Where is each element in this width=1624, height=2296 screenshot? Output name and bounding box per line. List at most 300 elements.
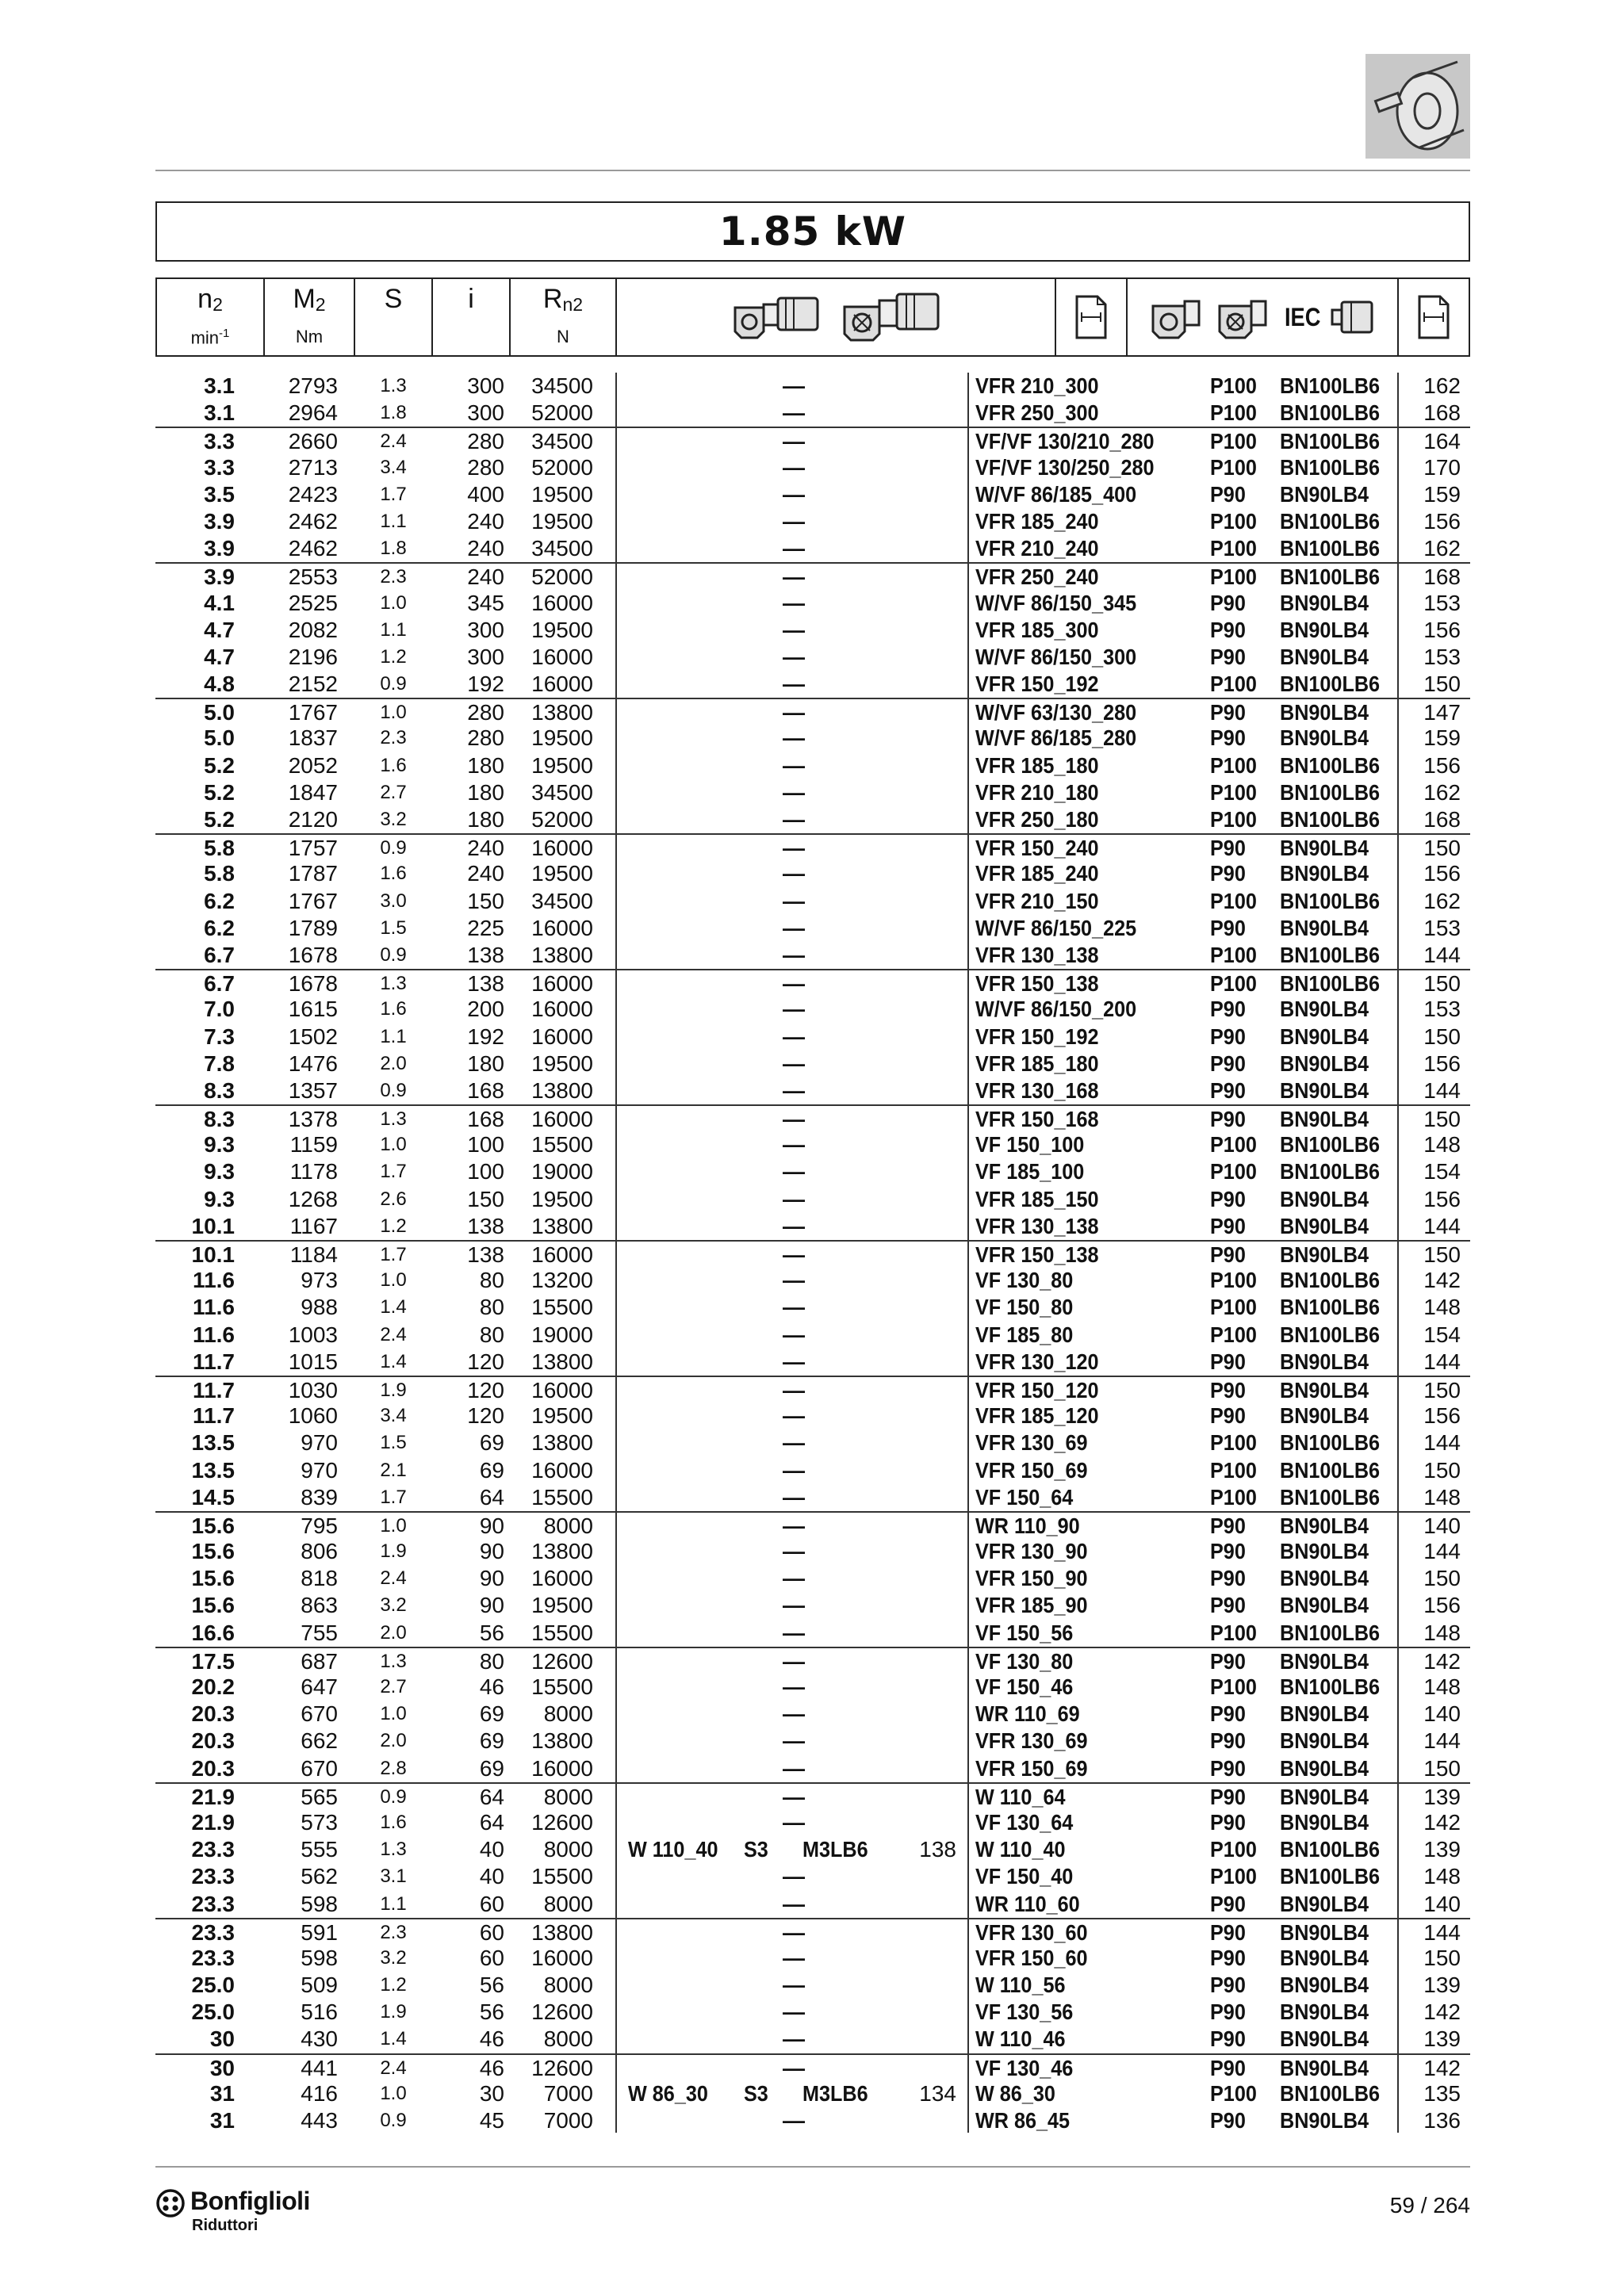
iec-page-cell: 135	[1423, 2080, 1461, 2106]
iec-motor-cell: BN90LB4	[1280, 1403, 1369, 1429]
m2-cell: 573	[301, 1809, 338, 1835]
iec-flange-cell: P100	[1210, 2080, 1257, 2106]
iec-size-cell: VFR 150_138	[975, 1242, 1099, 1267]
n2-cell: 5.0	[204, 700, 235, 725]
worm-na-cell: —	[783, 1132, 805, 1158]
iec-page-cell: 162	[1423, 779, 1461, 805]
iec-page-cell: 150	[1423, 1945, 1461, 1970]
iec-size-cell: VF 130_80	[975, 1268, 1074, 1293]
iec-flange-cell: P100	[1210, 1484, 1257, 1510]
iec-page-cell: 150	[1423, 1242, 1461, 1267]
s-cell: 3.2	[380, 1594, 407, 1617]
iec-motor-cell: BN100LB6	[1280, 1674, 1381, 1699]
s-cell: 1.6	[380, 1811, 407, 1833]
ratio-cell: 69	[479, 1755, 504, 1781]
iec-flange-cell: P100	[1210, 373, 1257, 398]
iec-flange-cell: P90	[1210, 617, 1246, 642]
iec-motor-cell: BN90LB4	[1280, 1242, 1369, 1267]
ratio-cell: 56	[479, 1999, 504, 2025]
worm-gearmotor-icon	[729, 293, 824, 341]
iec-size-cell: VFR 185_180	[975, 752, 1099, 778]
iec-size-cell: VF 150_56	[975, 1620, 1074, 1645]
iec-page-cell: 139	[1423, 2026, 1461, 2052]
worm-na-cell: —	[783, 1755, 805, 1781]
iec-size-cell: VFR 185_90	[975, 1593, 1088, 1618]
worm-size-cell: W 110_40	[628, 1837, 718, 1862]
iec-page-cell: 148	[1423, 1295, 1461, 1320]
s-cell: 1.9	[380, 1379, 407, 1401]
s-cell: 1.3	[380, 1839, 407, 1861]
iec-flange-cell: P100	[1210, 971, 1257, 997]
rn2-cell: 13800	[531, 1539, 593, 1564]
iec-page-cell: 142	[1423, 2055, 1461, 2080]
table-row	[155, 996, 1470, 1023]
iec-size-cell: VFR 130_60	[975, 1919, 1088, 1945]
iec-size-cell: VF 130_80	[975, 1648, 1074, 1674]
table-row	[155, 1538, 1470, 1565]
n2-cell: 9.3	[204, 1132, 235, 1158]
worm-na-cell: —	[783, 1513, 805, 1538]
n2-cell: 5.0	[204, 725, 235, 751]
ratio-cell: 80	[479, 1295, 504, 1320]
iec-page-cell: 144	[1423, 1213, 1461, 1238]
rn2-cell: 12600	[531, 2055, 593, 2080]
iec-motor-cell: BN90LB4	[1280, 1024, 1369, 1049]
worm-na-cell: —	[783, 1674, 805, 1699]
iec-flange-cell: P100	[1210, 672, 1257, 697]
table-row	[155, 2080, 1470, 2107]
s-cell: 3.2	[380, 1946, 407, 1969]
worm-na-cell: —	[783, 1213, 805, 1238]
iec-page-cell: 144	[1423, 942, 1461, 967]
m2-cell: 1159	[289, 1132, 338, 1158]
table-row	[155, 400, 1470, 427]
n2-cell: 17.5	[191, 1648, 235, 1674]
m2-cell: 2196	[288, 644, 338, 669]
n2-cell: 4.8	[204, 672, 235, 697]
s-cell: 2.8	[380, 1757, 407, 1779]
n2-cell: 11.6	[193, 1268, 235, 1293]
s-cell: 1.3	[380, 1108, 407, 1131]
s-cell: 1.1	[380, 1892, 407, 1915]
s-cell: 2.3	[380, 1921, 407, 1943]
table-row	[155, 942, 1470, 969]
rn2-cell: 19500	[531, 481, 593, 507]
iec-flange-cell: P100	[1210, 1837, 1257, 1862]
s-cell: 1.7	[380, 1486, 407, 1508]
iec-motor-icon	[1329, 297, 1377, 337]
iec-flange-cell: P90	[1210, 2026, 1246, 2052]
s-cell: 1.8	[380, 402, 407, 424]
s-cell: 1.9	[380, 1540, 407, 1563]
iec-motor-cell: BN90LB4	[1280, 997, 1369, 1022]
iec-flange-cell: P90	[1210, 2108, 1246, 2133]
table-row	[155, 1701, 1470, 1728]
iec-page-cell: 148	[1423, 1620, 1461, 1645]
s-cell: 0.9	[380, 943, 407, 966]
table-row	[155, 1376, 1470, 1402]
iec-page-cell: 136	[1423, 2108, 1461, 2133]
ratio-cell: 120	[467, 1349, 504, 1374]
n2-cell: 11.6	[193, 1295, 235, 1320]
iec-flange-cell: P90	[1210, 1349, 1246, 1374]
rn2-cell: 16000	[531, 590, 593, 615]
header-m2: $M_2$ Nm	[265, 279, 355, 355]
s-cell: 3.4	[380, 1405, 407, 1427]
s-cell: 1.4	[380, 1350, 407, 1372]
bonfiglioli-logo-icon	[155, 2188, 186, 2218]
worm-na-cell: —	[783, 1268, 805, 1293]
iec-page-cell: 170	[1423, 454, 1461, 480]
iec-size-cell: VFR 130_69	[975, 1430, 1088, 1456]
worm-na-cell: —	[783, 454, 805, 480]
worm-na-cell: —	[783, 752, 805, 778]
rn2-cell: 13800	[531, 1349, 593, 1374]
ratio-cell: 300	[467, 617, 504, 642]
iec-motor-cell: BN90LB4	[1280, 1728, 1369, 1754]
table-row	[155, 806, 1470, 833]
iec-motor-cell: BN90LB4	[1280, 1539, 1369, 1564]
n2-cell: 11.7	[193, 1403, 235, 1429]
s-cell: 1.2	[380, 1215, 407, 1237]
s-cell: 1.9	[380, 2001, 407, 2023]
iec-flange-cell: P90	[1210, 836, 1246, 861]
n2-cell: 11.7	[193, 1377, 235, 1402]
ratio-cell: 180	[467, 752, 504, 778]
iec-page-cell: 140	[1423, 1701, 1461, 1727]
table-row	[155, 833, 1470, 860]
header-rn2: $R_{n2}$ N	[511, 279, 617, 355]
n2-cell: 13.5	[191, 1430, 235, 1456]
worm-na-cell: —	[783, 915, 805, 940]
table-row	[155, 1158, 1470, 1185]
s-cell: 1.0	[380, 1514, 407, 1536]
n2-cell: 5.8	[204, 836, 235, 861]
ratio-cell: 345	[467, 590, 504, 615]
rn2-cell: 16000	[531, 672, 593, 697]
n2-cell: 4.7	[204, 644, 235, 669]
m2-cell: 1757	[288, 836, 338, 861]
m2-cell: 662	[301, 1728, 338, 1754]
ratio-cell: 280	[467, 429, 504, 454]
iec-size-cell: VF 185_100	[975, 1159, 1085, 1184]
s-cell: 1.4	[380, 1296, 407, 1318]
table-row	[155, 1131, 1470, 1158]
table-header	[155, 277, 1470, 357]
s-cell: 2.6	[380, 1188, 407, 1210]
s-cell: 0.9	[380, 2110, 407, 2131]
iec-motor-cell: BN90LB4	[1280, 1648, 1369, 1674]
n2-cell: 9.3	[204, 1186, 235, 1211]
m2-unit: Nm	[295, 327, 324, 346]
ratio-cell: 60	[479, 1919, 504, 1945]
worm-na-cell: —	[783, 1809, 805, 1835]
iec-label: IEC	[1285, 302, 1321, 331]
rn2-cell: 16000	[531, 1755, 593, 1781]
rn2-cell: 16000	[531, 836, 593, 861]
iec-page-cell: 142	[1423, 1999, 1461, 2025]
s-cell: 3.4	[380, 456, 407, 478]
iec-page-cell: 142	[1423, 1809, 1461, 1835]
iec-size-cell: WR 86_45	[975, 2108, 1071, 2133]
worm-na-cell: —	[783, 1159, 805, 1184]
worm-na-cell: —	[783, 644, 805, 669]
n2-cell: 5.8	[204, 861, 235, 886]
table-row	[155, 562, 1470, 589]
rn2-cell: 12600	[531, 1809, 593, 1835]
rn2-cell: 52000	[531, 400, 593, 426]
m2-cell: 1767	[288, 888, 338, 913]
table-row	[155, 1429, 1470, 1456]
s-cell: 1.1	[380, 510, 407, 532]
header-rule	[155, 170, 1470, 171]
iec-page-cell: 168	[1423, 400, 1461, 426]
iec-motor-cell: BN100LB6	[1280, 508, 1381, 534]
ratio-cell: 90	[479, 1539, 504, 1564]
worm-na-cell: —	[783, 1784, 805, 1809]
iec-flange-cell: P90	[1210, 1213, 1246, 1238]
rn2-cell: 19500	[531, 617, 593, 642]
worm-na-cell: —	[783, 1077, 805, 1103]
iec-size-cell: VFR 150_192	[975, 1024, 1099, 1049]
n2-cell: 31	[209, 2080, 235, 2106]
header-worm-gearmotor	[617, 279, 1056, 355]
rn2-cell: 8000	[543, 2026, 593, 2052]
n2-cell: 3.3	[204, 454, 235, 480]
m2-cell: 2462	[288, 508, 338, 534]
n2-cell: 3.9	[204, 536, 235, 561]
s-cell: 3.1	[380, 1866, 407, 1888]
s-cell: 0.9	[380, 1785, 407, 1808]
ratio-cell: 138	[467, 942, 504, 967]
worm-na-cell: —	[783, 1864, 805, 1889]
iec-page-cell: 142	[1423, 1268, 1461, 1293]
iec-page-cell: 156	[1423, 508, 1461, 534]
m2-cell: 1178	[289, 1159, 338, 1184]
n2-cell: 20.2	[191, 1674, 235, 1699]
ratio-cell: 240	[467, 836, 504, 861]
iec-flange-cell: P100	[1210, 429, 1257, 454]
iec-motor-cell: BN90LB4	[1280, 1919, 1369, 1945]
s-cell: 1.5	[380, 1432, 407, 1454]
rn2-cell: 19500	[531, 861, 593, 886]
ratio-cell: 150	[467, 1186, 504, 1211]
iec-motor-cell: BN90LB4	[1280, 1701, 1369, 1727]
worm-na-cell: —	[783, 700, 805, 725]
table-row	[155, 1728, 1470, 1755]
iec-size-cell: VFR 130_138	[975, 1213, 1099, 1238]
iec-motor-cell: BN100LB6	[1280, 1268, 1381, 1293]
iec-page-cell: 162	[1423, 373, 1461, 398]
m2-cell: 2964	[288, 400, 338, 426]
ratio-cell: 56	[479, 1620, 504, 1645]
rn2-cell: 19500	[531, 1593, 593, 1618]
iec-size-cell: VFR 130_120	[975, 1349, 1099, 1374]
ratio-cell: 69	[479, 1457, 504, 1483]
n2-cell: 6.2	[204, 915, 235, 940]
worm-na-cell: —	[783, 1945, 805, 1970]
m2-cell: 839	[301, 1484, 338, 1510]
iec-flange-cell: P100	[1210, 1864, 1257, 1889]
s-cell: 1.3	[380, 973, 407, 995]
iec-flange-cell: P90	[1210, 997, 1246, 1022]
m2-cell: 1847	[288, 779, 338, 805]
ratio-cell: 69	[479, 1728, 504, 1754]
n2-cell: 23.3	[191, 1891, 235, 1916]
worm-na-cell: —	[783, 1050, 805, 1076]
worm-na-cell: —	[783, 481, 805, 507]
m2-cell: 555	[301, 1837, 338, 1862]
iec-motor-cell: BN100LB6	[1280, 971, 1381, 997]
iec-page-cell: 159	[1423, 725, 1461, 751]
ratio-cell: 60	[479, 1891, 504, 1916]
table-row	[155, 427, 1470, 453]
iec-page-cell: 147	[1423, 700, 1461, 725]
worm-na-cell: —	[783, 1999, 805, 2025]
n2-cell: 4.7	[204, 617, 235, 642]
iec-page-cell: 150	[1423, 672, 1461, 697]
iec-size-cell: VFR 150_138	[975, 971, 1099, 997]
iec-flange-cell: P90	[1210, 1186, 1246, 1211]
iec-size-cell: VF 150_46	[975, 1674, 1074, 1699]
iec-page-cell: 153	[1423, 590, 1461, 615]
iec-flange-cell: P90	[1210, 861, 1246, 886]
iec-flange-cell: P100	[1210, 400, 1257, 426]
ratio-cell: 300	[467, 644, 504, 669]
worm-na-cell: —	[783, 1107, 805, 1132]
table-row	[155, 1863, 1470, 1890]
iec-motor-cell: BN90LB4	[1280, 1077, 1369, 1103]
ratio-cell: 300	[467, 400, 504, 426]
iec-motor-cell: BN100LB6	[1280, 1457, 1381, 1483]
iec-page-cell: 144	[1423, 1077, 1461, 1103]
table-row	[155, 915, 1470, 942]
worm-na-cell: —	[783, 2026, 805, 2052]
iec-motor-cell: BN90LB4	[1280, 644, 1369, 669]
iec-motor-cell: BN100LB6	[1280, 564, 1381, 590]
s-cell: 0.9	[380, 837, 407, 859]
iec-flange-cell: P90	[1210, 1945, 1246, 1970]
iec-page-cell: 150	[1423, 1755, 1461, 1781]
iec-motor-cell: BN100LB6	[1280, 942, 1381, 967]
rn2-cell: 52000	[531, 454, 593, 480]
worm-na-cell: —	[783, 2055, 805, 2080]
rn2-cell: 19000	[531, 1159, 593, 1184]
header-iec-gearmotor	[1128, 279, 1399, 355]
rn2-cell: 52000	[531, 564, 593, 590]
power-title-box	[155, 201, 1470, 262]
iec-page-cell: 156	[1423, 752, 1461, 778]
iec-flange-cell: P100	[1210, 888, 1257, 913]
s-cell: 3.2	[380, 809, 407, 830]
m2-cell: 1615	[288, 997, 338, 1022]
rn2-cell: 8000	[543, 1837, 593, 1862]
header-s	[355, 279, 433, 355]
m2-cell: 670	[301, 1755, 338, 1781]
iec-motor-cell: BN90LB4	[1280, 590, 1369, 615]
rn2-cell: 13800	[531, 1728, 593, 1754]
s-cell: 2.3	[380, 566, 407, 588]
table-row	[155, 1972, 1470, 1999]
iec-page-cell: 156	[1423, 617, 1461, 642]
table-row	[155, 752, 1470, 779]
m2-cell: 863	[301, 1593, 338, 1618]
n2-cell: 3.9	[204, 564, 235, 590]
rn2-cell: 15500	[531, 1674, 593, 1699]
s-cell: 1.6	[380, 754, 407, 776]
ratio-cell: 180	[467, 807, 504, 832]
header-i	[433, 279, 511, 355]
iec-flange-cell: P90	[1210, 2055, 1246, 2080]
ratio-cell: 200	[467, 997, 504, 1022]
ratio-cell: 240	[467, 564, 504, 590]
n2-cell: 3.3	[204, 429, 235, 454]
iec-flange-cell: P90	[1210, 1999, 1246, 2025]
m2-cell: 1357	[288, 1077, 338, 1103]
iec-flange-cell: P90	[1210, 1919, 1246, 1945]
iec-page-cell: 150	[1423, 1024, 1461, 1049]
n2-cell: 13.5	[191, 1457, 235, 1483]
iec-size-cell: VFR 150_168	[975, 1107, 1099, 1132]
m2-cell: 795	[301, 1513, 338, 1538]
iec-flange-cell: P90	[1210, 1891, 1246, 1916]
rn2-cell: 16000	[531, 1566, 593, 1591]
rn2-cell: 15500	[531, 1295, 593, 1320]
s-cell: 1.3	[380, 1650, 407, 1672]
iec-motor-cell: BN90LB4	[1280, 1755, 1369, 1781]
iec-page-cell: 140	[1423, 1513, 1461, 1538]
n2-cell: 15.6	[191, 1593, 235, 1618]
iec-size-cell: VFR 185_240	[975, 861, 1099, 886]
s-cell: 2.7	[380, 781, 407, 803]
n2-cell: 15.6	[191, 1539, 235, 1564]
rn2-cell: 16000	[531, 1024, 593, 1049]
ratio-cell: 138	[467, 1242, 504, 1267]
rn2-cell: 52000	[531, 807, 593, 832]
iec-flange-cell: P100	[1210, 752, 1257, 778]
iec-size-cell: W/VF 86/150_345	[975, 590, 1137, 615]
rn2-cell: 34500	[531, 429, 593, 454]
rn2-cell: 19000	[531, 1322, 593, 1347]
iec-page-cell: 148	[1423, 1484, 1461, 1510]
iec-page-cell: 156	[1423, 1186, 1461, 1211]
ratio-cell: 46	[479, 2026, 504, 2052]
n2-cell: 3.1	[204, 400, 235, 426]
worm-na-cell: —	[783, 779, 805, 805]
iec-motor-cell: BN100LB6	[1280, 454, 1381, 480]
table-row	[155, 1620, 1470, 1647]
iec-page-cell: 139	[1423, 1973, 1461, 1998]
ratio-cell: 180	[467, 779, 504, 805]
n2-cell: 15.6	[191, 1513, 235, 1538]
m2-cell: 1378	[288, 1107, 338, 1132]
s-cell: 2.4	[380, 1323, 407, 1345]
s-symbol: S	[384, 284, 403, 314]
iec-flange-cell: P90	[1210, 1566, 1246, 1591]
n2-cell: 23.3	[191, 1919, 235, 1945]
ratio-cell: 46	[479, 2055, 504, 2080]
n2-cell: 23.3	[191, 1837, 235, 1862]
rn2-cell: 16000	[531, 1107, 593, 1132]
iec-size-cell: VFR 185_120	[975, 1403, 1099, 1429]
worm-na-cell: —	[783, 1377, 805, 1402]
worm-na-cell: —	[783, 725, 805, 751]
iec-motor-cell: BN90LB4	[1280, 1593, 1369, 1618]
table-row	[155, 860, 1470, 887]
s-cell: 1.5	[380, 916, 407, 939]
s-cell: 2.3	[380, 727, 407, 749]
iec-page-cell: 153	[1423, 915, 1461, 940]
